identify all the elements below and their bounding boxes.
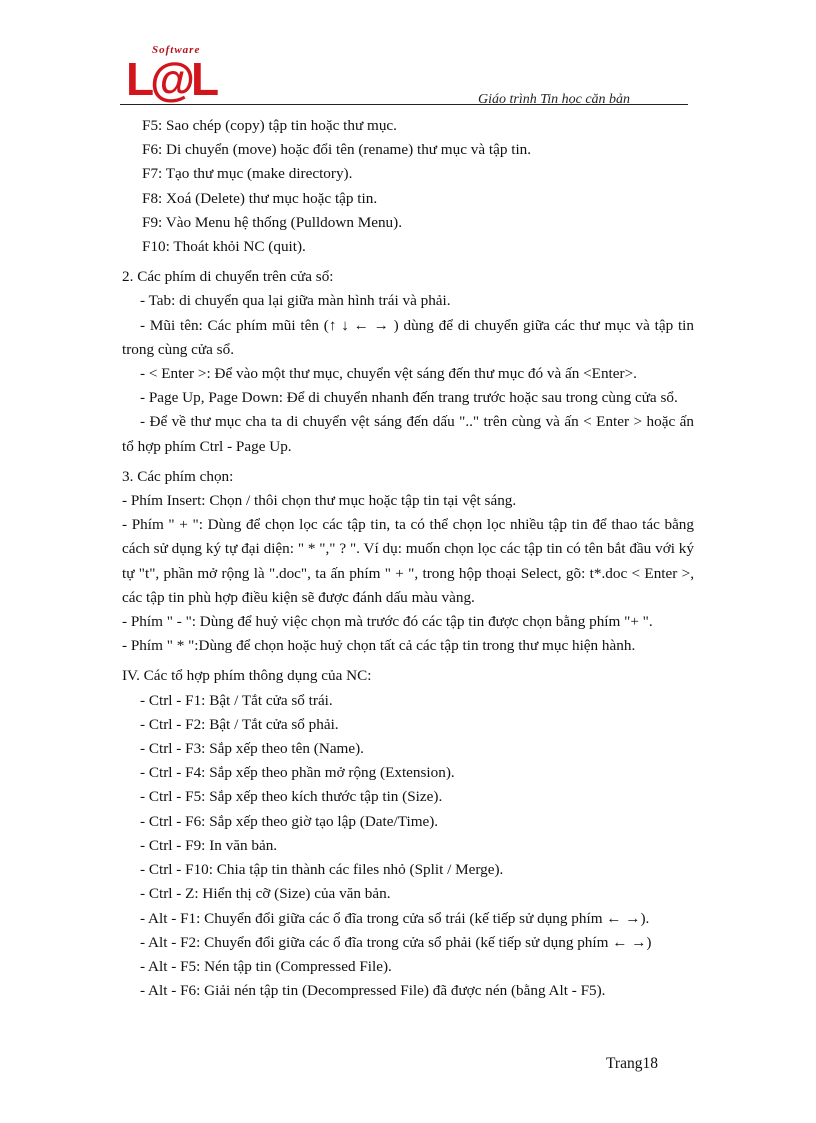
list-item: - Ctrl - F3: Sắp xếp theo tên (Name). [140, 740, 364, 758]
company-logo [122, 44, 234, 106]
section-heading: IV. Các tổ hợp phím thông dụng của NC: [122, 667, 372, 685]
list-item: - Phím " * ":Dùng để chọn hoặc huỷ chọn tất cả các tập tin trong thư mục hiện hành. [122, 637, 636, 655]
header-divider [120, 104, 688, 105]
list-item: - Alt - F1: Chuyển đổi giữa các ổ đĩa trong cửa sổ trái (kế tiếp sử dụng phím ← →). [140, 909, 650, 927]
list-item: - Alt - F2: Chuyển đổi giữa các ổ đĩa trong cửa sổ phải (kế tiếp sử dụng phím ← →) [140, 933, 652, 951]
section-heading: 3. Các phím chọn: [122, 467, 234, 485]
fkey-line: F8: Xoá (Delete) thư mục hoặc tập tin. [142, 189, 378, 207]
list-item: - Ctrl - F1: Bật / Tắt cửa sổ trái. [140, 691, 333, 709]
logo-software-text: Software [152, 44, 201, 56]
fkey-line: F6: Di chuyển (move) hoặc đổi tên (rename) thư mục và tập tin. [142, 141, 532, 159]
fkey-line: F9: Vào Menu hệ thống (Pulldown Menu). [142, 213, 403, 231]
list-item: - Phím " - ": Dùng để huỷ việc chọn mà trước đó các tập tin được chọn bằng phím "+ ". [122, 613, 653, 631]
list-item: - Phím " + ": Dùng để chọn lọc các tập tin, ta có thể chọn lọc nhiều tập tin để thao tác bằng cách sử dụng ký tự đại diện: " * "," ? ". Ví dụ: muốn chọn lọc các tập tin có tên bắt đầu với ký tự "t", phần mở rộng là ".doc", ta ấn phím " + ", trong hộp thoại Select, gõ: t*.doc < Enter >, các tập tin phù hợp điều kiện sẽ được đánh dấu màu vàng. [122, 516, 694, 606]
list-item: - Phím Insert: Chọn / thôi chọn thư mục hoặc tập tin tại vệt sáng. [122, 492, 517, 510]
list-item: - Alt - F5: Nén tập tin (Compressed File). [140, 957, 392, 975]
fkey-line: F7: Tạo thư mục (make directory). [142, 165, 353, 183]
list-item: - Mũi tên: Các phím mũi tên (↑ ↓ ← → ) dùng để di chuyển giữa các thư mục và tập tin trong cùng cửa sổ. [122, 316, 694, 358]
header-title: Giáo trình Tin học căn bản [478, 92, 631, 107]
list-item: - Ctrl - F9: In văn bản. [140, 836, 278, 854]
logo-mark: L@L [126, 53, 216, 105]
list-item: - Alt - F6: Giải nén tập tin (Decompressed File) đã được nén (bằng Alt - F5). [140, 982, 606, 1000]
section-heading: 2. Các phím di chuyển trên cửa sổ: [122, 268, 334, 286]
list-item: - Ctrl - Z: Hiển thị cỡ (Size) của văn bản. [140, 885, 391, 903]
list-item: - Tab: di chuyển qua lại giữa màn hình trái và phải. [140, 292, 451, 310]
list-item: - Page Up, Page Down: Để di chuyển nhanh đến trang trước hoặc sau trong cùng cửa sổ. [140, 389, 678, 407]
fkey-line: F5: Sao chép (copy) tập tin hoặc thư mục. [142, 117, 397, 134]
page-content [122, 114, 694, 1003]
list-item: - < Enter >: Để vào một thư mục, chuyển vệt sáng đến thư mục đó và ấn <Enter>. [140, 365, 637, 383]
list-item: - Ctrl - F6: Sắp xếp theo giờ tạo lập (Date/Time). [140, 812, 439, 830]
list-item: - Ctrl - F4: Sắp xếp theo phần mở rộng (Extension). [140, 764, 455, 782]
list-item: - Để về thư mục cha ta di chuyển vệt sáng đến dấu ".." trên cùng và ấn < Enter > hoặc ấn tổ hợp phím Ctrl - Page Up. [122, 413, 694, 455]
page-number: Trang18 [606, 1055, 658, 1072]
list-item: - Ctrl - F5: Sắp xếp theo kích thước tập tin (Size). [140, 788, 443, 806]
fkey-line: F10: Thoát khỏi NC (quit). [142, 238, 306, 256]
list-item: - Ctrl - F2: Bật / Tắt cửa sổ phải. [140, 715, 339, 733]
list-item: - Ctrl - F10: Chia tập tin thành các files nhỏ (Split / Merge). [140, 861, 504, 879]
